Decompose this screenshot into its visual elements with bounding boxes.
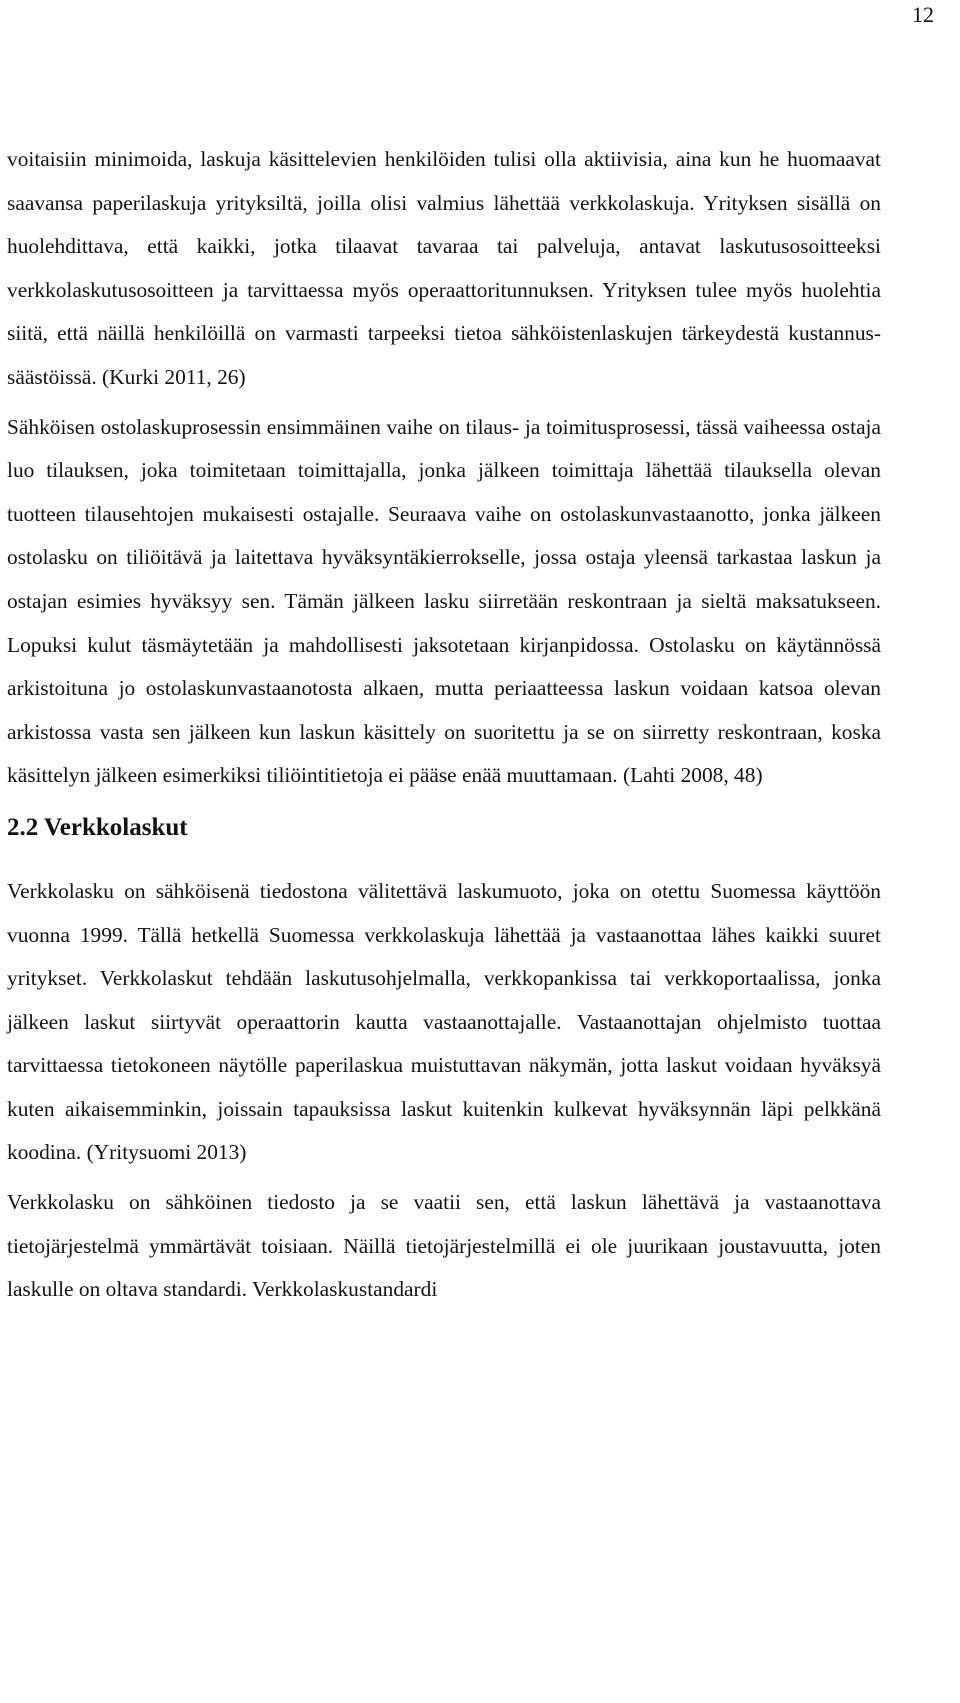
section-paragraph-2: Verkkolasku on sähköinen tiedosto ja se vaatii sen, että laskun lähettävä ja vastaanottava tietojärjestelmä ymmärtävät toisiaan. Näillä tietojärjestelmillä ei ole juurikaan joustavuutta, joten laskulle on oltava standardi. Verkkolaskustandardi — [7, 1190, 881, 1302]
section-paragraph-1: Verkkolasku on sähköisenä tiedostona välitettävä laskumuoto, joka on otettu Suomessa käyttöön vuonna 1999. Tällä hetkellä Suomessa verkkolaskuja lähettää ja vastaanottaa lähes kaikki suuret yritykset. Verkkolaskut tehdään laskutusohjelmalla, verkkopankissa tai verkkoportaalissa, jonka jälkeen laskut siirtyvät operaattorin kautta vastaanottajalle. Vastaanottajan ohjelmisto tuottaa tarvittaessa tietokoneen näytölle paperilaskua muistuttavan näkymän, jotta laskut voidaan hyväksyä kuten aikaisemminkin, joissain tapauksissa laskut kuitenkin kulkevat hyväksynnän läpi pelkkänä koodina. (Yritysuomi 2013) — [7, 878, 881, 1165]
body-paragraph-2: Sähköisen ostolaskuprosessin ensimmäinen vaihe on tilaus- ja toimitusprosessi, tässä vaiheessa ostaja luo tilauksen, joka toimitetaan toimittajalla, jonka jälkeen toimittaja lähettää tilauksella olevan tuotteen tilausehtojen mukaisesti ostajalle. Seuraava vaihe on ostolaskunvastaanotto, jonka jälkeen ostolasku on tiliöitävä ja laitettava hyväksyntäkierrokselle, jossa ostaja yleensä tarkastaa laskun ja ostajan esimies hyväksyy sen. Tämän jälkeen lasku siirretään reskontraan ja sieltä maksatukseen. Lopuksi kulut täsmäytetään ja mahdollisesti jaksotetaan kirjanpidossa. Ostolasku on käytännössä arkistoituna jo ostolaskunvastaanotosta alkaen, mutta periaatteessa laskun voidaan katsoa olevan arkistossa vasta sen jälkeen kun laskun käsittely on suoritettu ja se on siirretty reskontraan, koska käsittelyn jälkeen esimerkiksi tiliöintitietoja ei pääse enää muuttamaan. (Lahti 2008, 48) — [7, 414, 881, 788]
document-body — [7, 138, 881, 1312]
body-paragraph-1: voitaisiin minimoida, laskuja käsittelevien henkilöiden tulisi olla aktiivisia, aina kun he huomaavat saavansa paperilaskuja yrityksiltä, joilla olisi valmius lähettää verkkolaskuja. Yrityksen sisällä on huolehdittava, että kaikki, jotka tilaavat tavaraa tai palveluja, antavat laskutusosoitteeksi verkkolaskutusosoitteen ja tarvittaessa myös operaattoritunnuksen. Yrityksen tulee myös huolehtia siitä, että näillä henkilöillä on varmasti tarpeeksi tietoa sähköistenlaskujen tärkeydestä kustannussäästöissä. (Kurki 2011, 26) — [7, 147, 881, 389]
section-heading: 2.2 Verkkolaskut — [7, 813, 188, 841]
page-number: 12 — [912, 2, 934, 27]
